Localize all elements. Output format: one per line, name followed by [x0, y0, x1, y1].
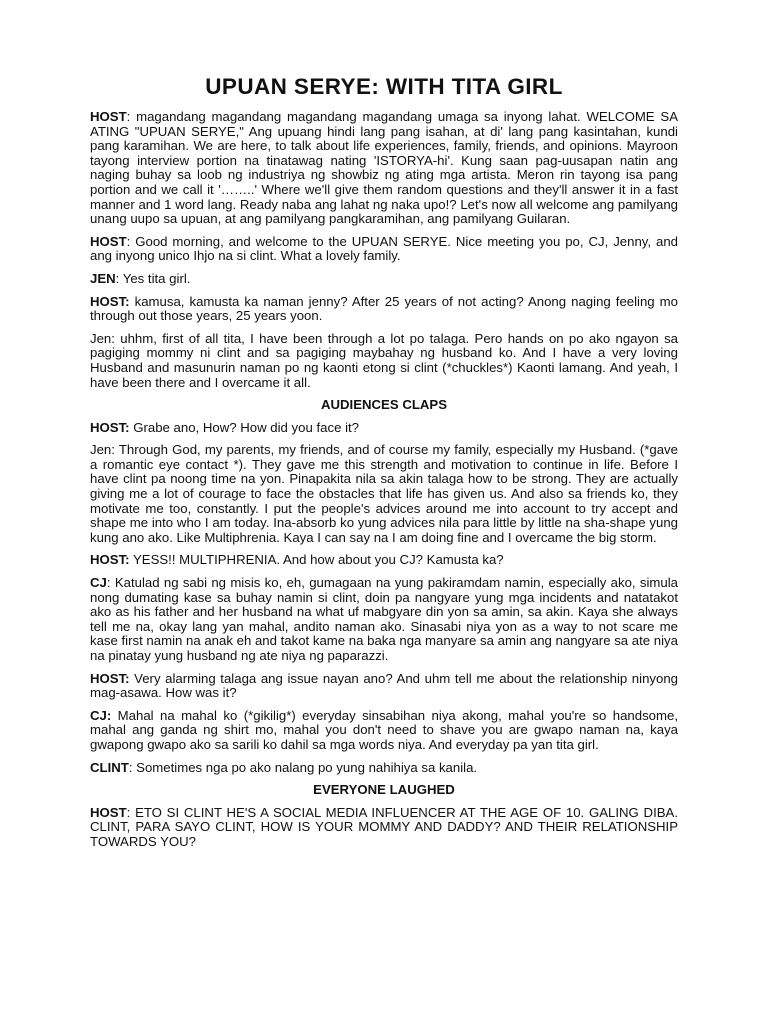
- page-title: UPUAN SERYE: WITH TITA GIRL: [205, 74, 563, 99]
- dialogue-text: magandang magandang magandang magandang umaga sa inyong lahat. WELCOME SA ATING "UPUAN SERYE," Ang upuang hindi lang pang isahan, at di' lang pang kasintahan, kundi pang karamihan. We are here, to talk about life experiences, family, friends, and opinions. Mayroon tayong interview portion na tinatawag nating 'ISTORYA-hi'. Kung saan pag-uusapan natin ang naging buhay sa loob ng industriya ng showbiz ng ating mga artista. Meron rin tayong isa pang portion and we call it '……..' Where we'll give them random questions and they'll answer it in a fast manner and 1 word lang. Ready naba ang lahat ng naka upo!? Let's now all welcome ang pamilyang unang uupo sa upuan, at ang pamilyang pangkaramihan, ang pamilyang Guilaran.: [90, 109, 678, 227]
- dialogue-text: Mahal na mahal ko (*gikilig*) everyday sinsabihan niya akong, mahal you're so handsome, mahal ang ganda ng shirt mo, mahal you don't need to shave you are gwapo naman na, kaya gwapong gwapo ako sa sarili ko dahil sa mga words niya. And everyday pa yan tita girl.: [90, 707, 678, 752]
- dialogue-text: Good morning, and welcome to the UPUAN SERYE. Nice meeting you po, CJ, Jenny, and ang inyong unico Ihjo na si clint. What a lovely family.: [90, 233, 678, 264]
- dialogue-text: YESS!! MULTIPHRENIA. And how about you CJ? Kamusta ka?: [129, 552, 504, 568]
- speaker-separator: :: [126, 109, 131, 124]
- dialogue-text: Grabe ano, How? How did you face it?: [129, 419, 360, 435]
- paragraph-host-multiphrenia: [90, 553, 678, 568]
- dialogue-text: Very alarming talaga ang issue nayan ano? And uhm tell me about the relationship ninyong mag-asawa. How was it?: [90, 670, 678, 701]
- speaker-label: HOST: [90, 233, 127, 249]
- paragraph-host-intro: [90, 110, 678, 227]
- speaker-separator: :: [115, 270, 120, 286]
- speaker-label: HOST:: [90, 552, 130, 568]
- paragraph-host-clint-question: [90, 806, 678, 850]
- speaker-separator: :: [126, 233, 131, 249]
- paragraph-host-question-jenny: [90, 295, 678, 324]
- dialogue-text: ETO SI CLINT HE'S A SOCIAL MEDIA INFLUENCER AT THE AGE OF 10. GALING DIBA. CLINT, PARA SAYO CLINT, HOW IS YOUR MOMMY AND DADDY? AND THEIR RELATIONSHIP TOWARDS YOU?: [90, 804, 678, 849]
- paragraph-jen-reply: [90, 272, 678, 287]
- speaker-label: HOST: [90, 804, 127, 820]
- dialogue-text: Katulad ng sabi ng misis ko, eh, gumagaan na yung pakiramdam namin, especially ako, simula nong dumating kase sa buhay namin si clint, doin pa nangyare yung mga incidents and natatakot ako as his father and her husband na what uf mabgyare din yon sa amin, sa akin. Kaya she always tell me na, okay lang yan mahal, andito naman ako. Sinasabi niya yon as a way to not scare me kase first namin na anak eh and takot kame na baka nga manyare sa amin ang nangyare sa ate niya na pinatay yung husband ng ate niya ng paparazzi.: [90, 575, 678, 663]
- paragraph-cj-mahal: [90, 709, 678, 753]
- dialogue-text: Sometimes nga po ako nalang po yung nahihiya sa kanila.: [132, 759, 478, 775]
- speaker-separator: :: [106, 575, 111, 591]
- paragraph-jen-through-god: Jen: Through God, my parents, my friends, and of course my family, especially my Husband. (*gave a romantic eye contact *). They gave me this strength and motivation to continue in life. Before I have clint pa noong time na yon. Pinapakita nila sa akin talaga how to be strong. They are actually giving me a lot of courage to face the obstacles that life has given us. And also sa friends ko, they motivate me too, constantly. I put the people's advices around me into account to try accept and shape me into who I am today. Ina-absorb ko yung advices nila para little by little na sha-shape yung kung ano ako. Like Multiphrenia. Kaya I can say na I am doing fine and I overcame the big storm.: [90, 442, 678, 545]
- speaker-label: HOST:: [90, 670, 130, 686]
- speaker-label: HOST:: [90, 293, 130, 309]
- speaker-label: CLINT: [90, 759, 129, 775]
- paragraph-host-welcome: [90, 235, 678, 264]
- paragraph-jen-answer: Jen: uhhm, first of all tita, I have been through a lot po talaga. Pero hands on po ako ngayon sa pagiging mommy ni clint and sa pagiging maybahay ng husband ko. And I have a very loving Husband and masunurin naman po ng kaonti etong si clint (*chuckles*) Kaonti lamang. And yeah, I have been there and I overcame it all.: [90, 330, 678, 390]
- dialogue-text: Yes tita girl.: [119, 270, 191, 286]
- paragraph-cj-answer: [90, 576, 678, 664]
- speaker-separator: :: [128, 759, 133, 775]
- speaker-label: JEN: [90, 270, 116, 286]
- paragraph-host-relationship: [90, 672, 678, 701]
- speaker-label: HOST:: [90, 419, 130, 435]
- stage-direction-audience-claps: AUDIENCES CLAPS: [320, 397, 448, 413]
- speaker-label: CJ:: [90, 707, 112, 723]
- stage-direction-everyone-laughed: EVERYONE LAUGHED: [313, 782, 455, 798]
- paragraph-clint-reply: [90, 761, 678, 776]
- speaker-label: HOST: [90, 109, 127, 124]
- dialogue-text: kamusa, kamusta ka naman jenny? After 25 years of not acting? Anong naging feeling mo through out those years, 25 years yoon.: [90, 293, 678, 324]
- speaker-label: CJ: [90, 575, 107, 591]
- speaker-separator: :: [126, 804, 131, 820]
- paragraph-host-how: [90, 421, 678, 436]
